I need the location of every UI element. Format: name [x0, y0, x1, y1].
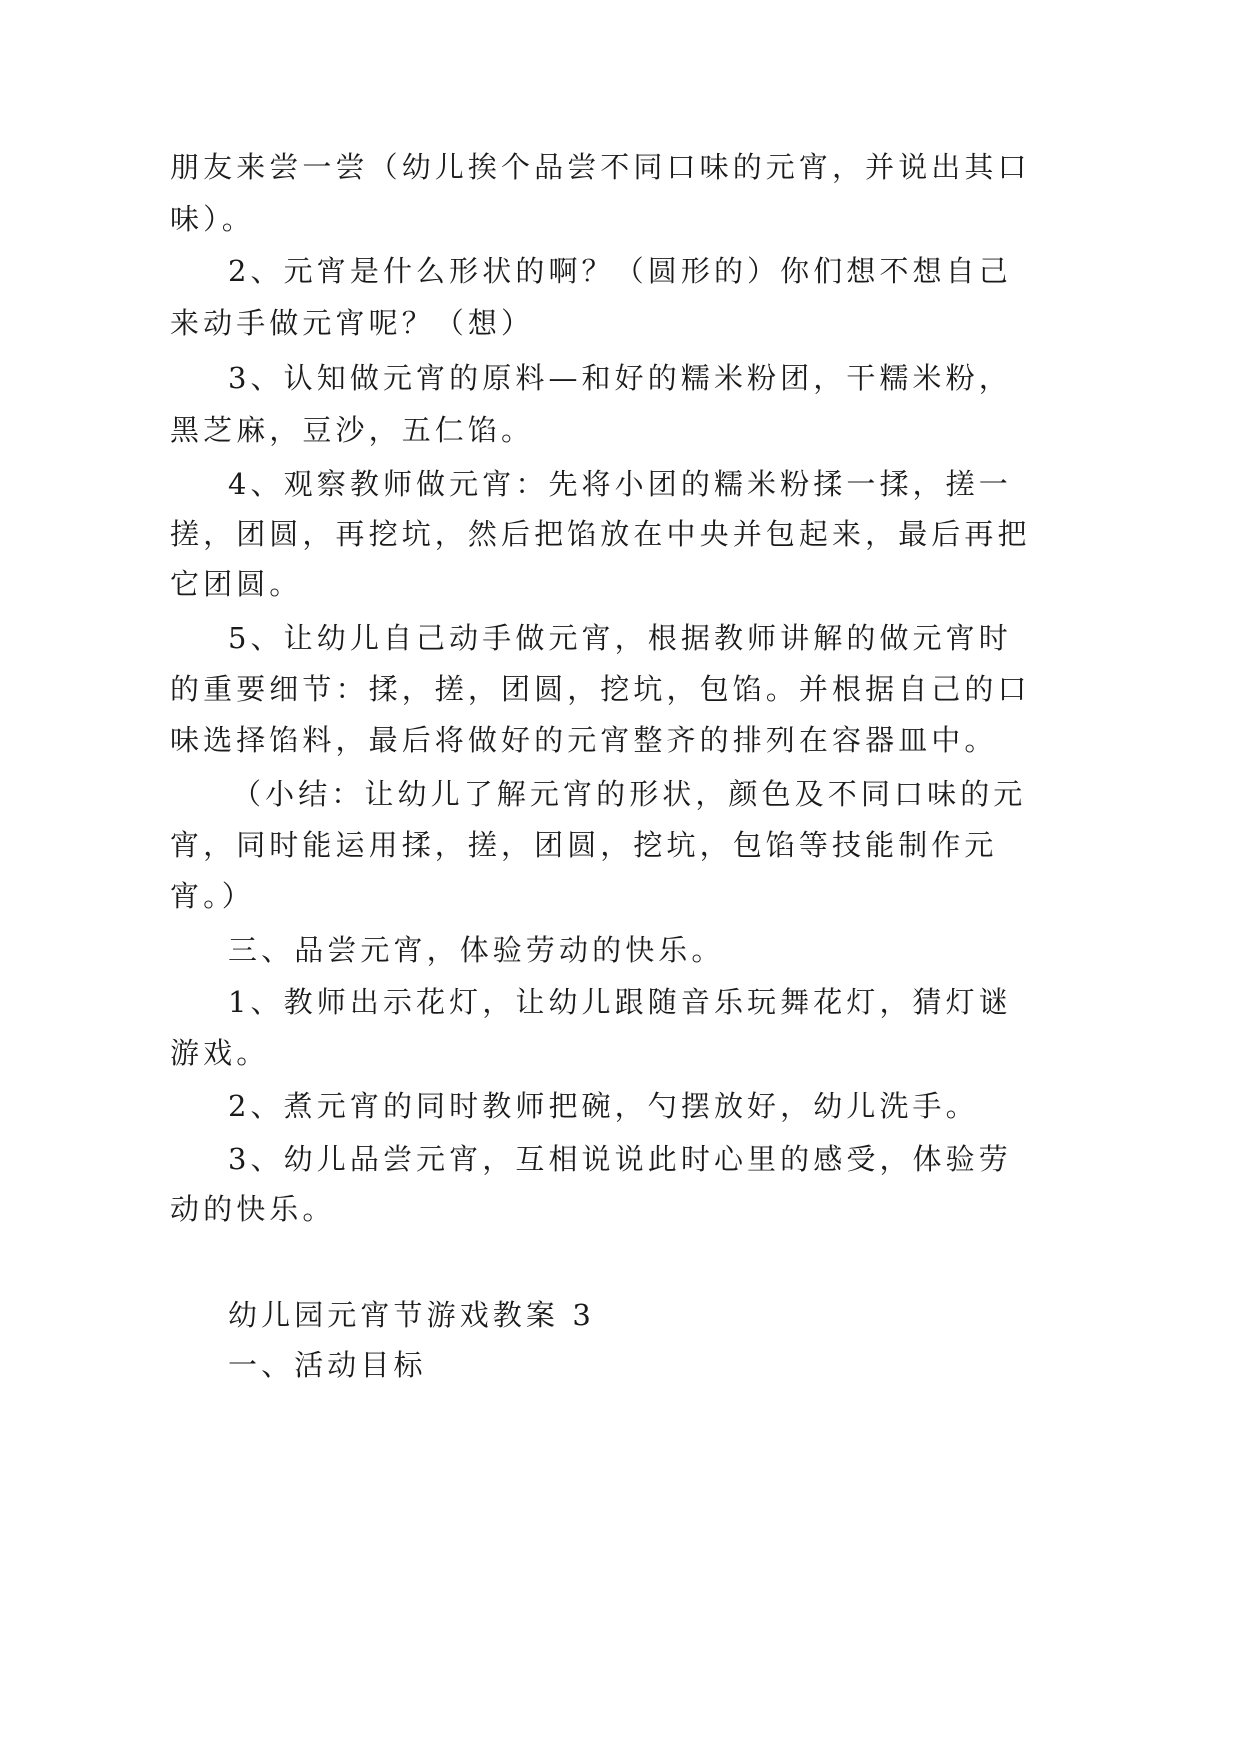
paragraph-line: 3、认知做元宵的原料—和好的糯米粉团，干糯米粉，: [228, 361, 1012, 395]
paragraph-line: 2、元宵是什么形状的啊？（圆形的）你们想不想自己: [228, 254, 1012, 288]
paragraph-line: 2、煮元宵的同时教师把碗，勺摆放好，幼儿洗手。: [228, 1089, 979, 1123]
section-heading: 一、活动目标: [228, 1348, 427, 1382]
summary-line: （小结：让幼儿了解元宵的形状，颜色及不同口味的元: [232, 777, 1027, 811]
paragraph-line: 来动手做元宵呢？（想）: [170, 306, 535, 340]
paragraph-line: 5、让幼儿自己动手做元宵，根据教师讲解的做元宵时: [228, 621, 1012, 655]
paragraph-line: 它团圆。: [170, 567, 303, 601]
paragraph-line: 搓，团圆，再挖坑，然后把馅放在中央并包起来，最后再把: [170, 517, 1031, 551]
paragraph-line: 的重要细节：揉，搓，团圆，挖坑，包馅。并根据自己的口: [170, 672, 1031, 706]
paragraph-line: 味）。: [170, 202, 255, 236]
summary-line: 宵，同时能运用揉，搓，团圆，挖坑，包馅等技能制作元: [170, 828, 998, 862]
section-heading: 三、品尝元宵，体验劳动的快乐。: [228, 933, 725, 967]
summary-line: 宵。）: [170, 879, 255, 913]
paragraph-line: 味选择馅料，最后将做好的元宵整齐的排列在容器皿中。: [170, 723, 998, 757]
paragraph-line: 4、观察教师做元宵：先将小团的糯米粉揉一揉，搓一: [228, 467, 1012, 501]
paragraph-line: 3、幼儿品尝元宵，互相说说此时心里的感受，体验劳: [228, 1142, 1012, 1176]
paragraph-line: 朋友来尝一尝（幼儿挨个品尝不同口味的元宵，并说出其口: [170, 150, 1031, 184]
paragraph-line: 黑芝麻，豆沙，五仁馅。: [170, 413, 535, 447]
paragraph-line: 游戏。: [170, 1036, 270, 1070]
paragraph-line: 1、教师出示花灯，让幼儿跟随音乐玩舞花灯，猜灯谜: [228, 985, 1012, 1019]
document-title: 幼儿园元宵节游戏教案 3: [228, 1298, 595, 1332]
paragraph-line: 动的快乐。: [170, 1192, 336, 1226]
